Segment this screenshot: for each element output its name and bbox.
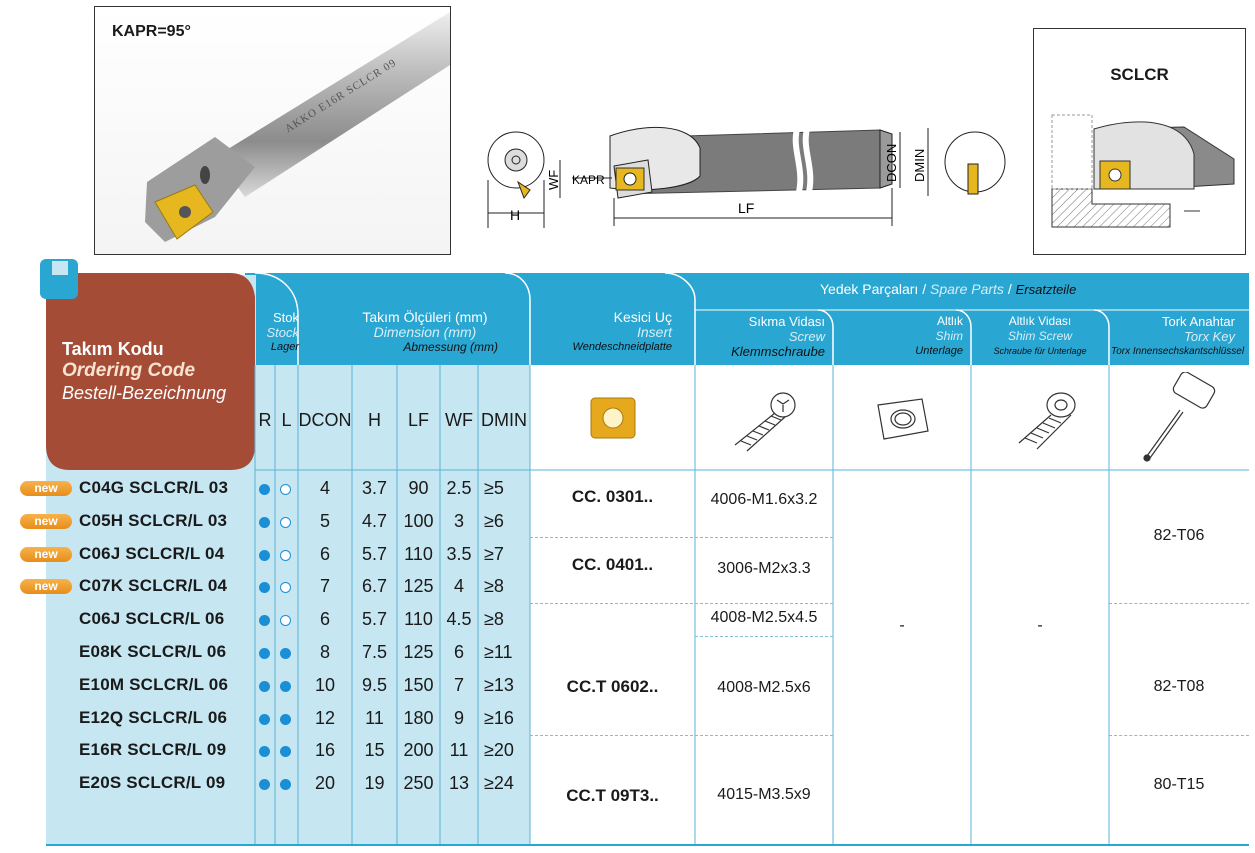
stock-l-indicator [280, 648, 291, 659]
col-dmin: DMIN [481, 410, 527, 430]
cell-wf: 11 [449, 740, 469, 761]
ordering-code: C04G SCLCR/L 03 [79, 478, 229, 497]
shim-cell: - [899, 617, 905, 634]
sclcr-application-drawing [1034, 29, 1245, 254]
cell-dcon: 5 [319, 510, 330, 531]
cell-lf: 150 [403, 674, 434, 695]
screw-header [700, 314, 825, 359]
stock-r-indicator [259, 648, 270, 659]
cell-wf: 7 [453, 674, 464, 695]
engraving-text: AKKO E16R SCLCR 09 [283, 56, 399, 136]
insert-cell: CC.T 0602.. [566, 677, 659, 696]
torx-en: Torx Key [1184, 329, 1235, 344]
cell-dmin: ≥5 [484, 478, 504, 498]
row-separator [1109, 603, 1249, 604]
row-separator [695, 636, 833, 637]
cell-h: 4.7 [361, 510, 388, 531]
cell-dmin: ≥8 [484, 576, 504, 597]
row-separator [1109, 735, 1249, 736]
code-header-en: Ordering Code [62, 360, 196, 381]
shim-screw-tr: Altlık Vidası [1008, 314, 1072, 328]
stock-r-indicator [259, 550, 270, 561]
screw-cell: 4015-M3.5x9 [717, 786, 811, 803]
stock-r-indicator [259, 681, 270, 692]
dims-tr: Takım Ölçüleri (mm) [362, 309, 488, 325]
ordering-code: E20S SCLCR/L 09 [79, 773, 226, 793]
shim-icon [872, 395, 932, 445]
spare-en: Spare Parts [930, 281, 1004, 297]
shim-header [838, 314, 963, 359]
cell-wf: 13 [448, 773, 470, 794]
cell-lf: 250 [403, 773, 434, 794]
cell-dmin: ≥11 [484, 642, 513, 662]
cell-dcon: 10 [314, 674, 336, 695]
shim-de: Unterlage [915, 345, 963, 357]
tool-photo [94, 6, 451, 255]
cell-dcon: 6 [319, 609, 330, 630]
stock-l-indicator [280, 681, 291, 692]
shim-screw-de: Schraube für Unterlage [993, 346, 1087, 356]
cell-lf: 110 [404, 543, 433, 564]
shim-screw-header [976, 314, 1104, 359]
insert-icon [585, 392, 645, 447]
label-kapr: KAPR [572, 173, 605, 187]
cell-dcon: 6 [319, 543, 330, 564]
insert-tr: Kesici Uç [613, 309, 672, 325]
cell-dcon: 16 [314, 740, 336, 761]
new-badge: new [20, 579, 72, 594]
ordering-code: C05H SCLCR/L 03 [79, 510, 228, 530]
stock-r-indicator [259, 484, 270, 495]
label-wf: WF [546, 169, 561, 190]
cell-h: 19 [364, 773, 385, 794]
stock-l-indicator [280, 714, 291, 725]
kapr-label: KAPR=95° [112, 23, 191, 40]
code-header-de: Bestell-Bezeichnung [62, 383, 227, 403]
screw-icon [725, 385, 805, 455]
new-badge: new [20, 514, 72, 529]
cell-wf: 3.5 [446, 543, 472, 564]
ordering-code: E08K SCLCR/L 06 [79, 642, 227, 661]
cell-dcon: 8 [319, 642, 330, 662]
col-lf: LF [407, 410, 429, 430]
cell-lf: 90 [408, 478, 429, 498]
torx-tr: Tork Anahtar [1162, 314, 1235, 329]
cell-h: 9.5 [361, 674, 388, 695]
row-separator [530, 735, 833, 736]
torx-header [1111, 314, 1245, 359]
cell-dmin: ≥6 [484, 510, 504, 531]
cell-dmin: ≥13 [484, 674, 514, 695]
label-dmin: DMIN [912, 148, 927, 182]
stock-r-indicator [259, 517, 270, 528]
insert-cell: CC. 0401.. [571, 555, 654, 574]
dimension-drawing [480, 118, 1020, 240]
torx-de: Torx Innensechskantschlüssel [1111, 346, 1245, 357]
screw-cell: 4008-M2.5x4.5 [710, 609, 818, 626]
new-badge: new [20, 481, 72, 496]
sclcr-title: SCLCR [1110, 65, 1169, 84]
row-separator [530, 537, 833, 538]
cell-lf: 125 [403, 642, 434, 662]
label-dcon: DCON [884, 143, 899, 182]
torx-cell: 80-T15 [1153, 776, 1205, 793]
stock-tr: Stok [272, 310, 299, 325]
col-r: R [258, 410, 272, 430]
boring-bar-image [95, 7, 450, 254]
torx-cell: 82-T06 [1153, 527, 1205, 544]
shim-screw-icon [1005, 385, 1085, 455]
insert-en: Insert [636, 324, 672, 340]
cell-lf: 110 [404, 609, 433, 630]
cell-wf: 3 [453, 510, 464, 531]
spare-de: Ersatzteile [1015, 282, 1077, 297]
cell-wf: 4.5 [446, 609, 472, 630]
ordering-code: E10M SCLCR/L 06 [79, 674, 229, 694]
col-dcon: DCON [298, 410, 352, 430]
row-separator [530, 603, 833, 604]
cell-lf: 100 [403, 510, 434, 531]
cell-dmin: ≥7 [484, 543, 504, 564]
cell-dcon: 12 [314, 707, 336, 728]
stock-en: Stock [266, 325, 299, 340]
dims-de: Abmessung (mm) [403, 340, 498, 354]
ordering-code: C06J SCLCR/L 06 [79, 609, 225, 629]
shim-screw-en: Shim Screw [1007, 329, 1072, 343]
cell-wf: 6 [453, 642, 464, 662]
stock-r-indicator [259, 714, 270, 725]
col-l: L [281, 410, 292, 430]
screw-cell: 4006-M1.6x3.2 [710, 491, 818, 508]
stock-header [255, 310, 299, 355]
shim-tr: Altlık [936, 314, 963, 328]
cell-dcon: 4 [319, 478, 330, 498]
spare-tr: Yedek Parçaları [820, 281, 919, 297]
shim-en: Shim [935, 329, 963, 343]
code-header-tr: Takım Kodu [62, 339, 164, 359]
cell-dmin: ≥8 [484, 609, 504, 630]
sclcr-type-box [1033, 28, 1246, 255]
screw-cell: 4008-M2.5x6 [717, 679, 811, 696]
cell-h: 15 [364, 740, 385, 761]
stock-l-indicator [280, 550, 291, 561]
stock-de: Lager [270, 341, 299, 353]
cell-dmin: ≥20 [484, 740, 514, 761]
cell-wf: 2.5 [446, 478, 472, 498]
spare-parts-header [820, 281, 1076, 297]
ordering-code: E16R SCLCR/L 09 [79, 740, 227, 760]
col-h: H [368, 410, 381, 430]
cell-dcon: 20 [314, 773, 336, 794]
cell-wf: 4 [453, 576, 464, 597]
insert-header [560, 310, 672, 355]
screw-cell: 3006-M2x3.3 [717, 560, 811, 577]
ordering-code: E12Q SCLCR/L 06 [79, 707, 228, 727]
cell-dmin: ≥24 [484, 773, 514, 794]
col-wf: WF [445, 410, 473, 430]
stock-l-indicator [280, 484, 291, 495]
cell-dcon: 7 [319, 576, 330, 597]
code-header [62, 338, 226, 404]
screw-de: Klemmschraube [731, 344, 825, 359]
ordering-code: C07K SCLCR/L 04 [79, 576, 228, 596]
torx-cell: 82-T08 [1153, 678, 1205, 695]
shim-screw-cell: - [1037, 617, 1043, 634]
dims-en: Dimension (mm) [373, 324, 477, 340]
cell-dmin: ≥16 [484, 707, 514, 728]
dims-header [320, 310, 530, 355]
screw-tr: Sıkma Vidası [748, 314, 825, 329]
label-lf: LF [738, 200, 755, 216]
spare-sep-2: / [1003, 281, 1016, 297]
cell-lf: 125 [403, 576, 434, 597]
cell-lf: 180 [403, 707, 434, 728]
label-h: H [510, 207, 521, 223]
insert-cell: CC.T 09T3.. [566, 786, 659, 805]
cell-lf: 200 [403, 740, 434, 761]
cell-h: 5.7 [361, 609, 388, 630]
insert-cell: CC. 0301.. [571, 487, 654, 506]
screw-en: Screw [788, 329, 825, 344]
cell-wf: 9 [453, 707, 464, 728]
cell-h: 11 [365, 707, 384, 728]
stock-l-indicator [280, 517, 291, 528]
ordering-code: C06J SCLCR/L 04 [79, 543, 225, 563]
cell-h: 5.7 [361, 543, 388, 564]
cell-h: 6.7 [361, 576, 388, 597]
torx-key-icon [1135, 372, 1225, 467]
cell-h: 7.5 [361, 642, 388, 662]
insert-de: Wendeschneidplatte [572, 341, 672, 353]
cell-h: 3.7 [361, 478, 388, 498]
new-badge: new [20, 547, 72, 562]
spare-sep-1: / [918, 281, 930, 297]
